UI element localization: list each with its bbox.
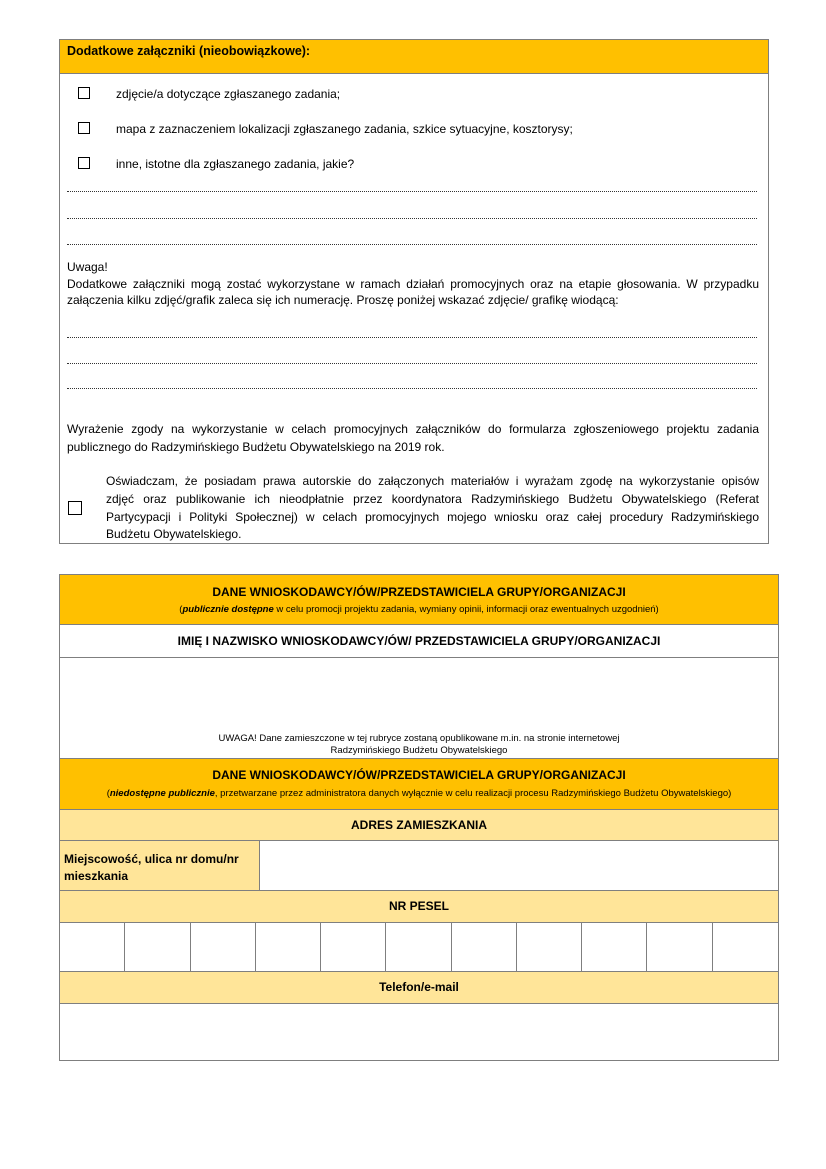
applicant-section [59,574,779,1061]
note-title: Uwaga! [67,260,108,274]
fill-line[interactable] [67,362,757,364]
checkbox-other[interactable] [78,157,90,169]
name-header: IMIĘ I NAZWISKO WNIOSKODAWCY/ÓW/ PRZEDSTAWICIELA GRUPY/ORGANIZACJI [60,625,778,658]
fill-line[interactable] [67,387,757,389]
fill-line[interactable] [67,190,757,192]
option-map-label: mapa z zaznaczeniem lokalizacji zgłaszanego zadania, szkice sytuacyjne, kosztorysy; [116,122,573,136]
public-data-header [60,575,778,625]
statement-line: Oświadczam, że posiadam prawa autorskie do załączonych materiałów i wyrażam zgodę na wykorzystanie opisów [106,474,759,488]
option-other-label: inne, istotne dla zgłaszanego zadania, jakie? [116,157,355,171]
note-line: Dodatkowe załączniki mogą zostać wykorzystane w ramach działań promocyjnych oraz na etapie głosowania. W przypadku [67,277,759,291]
option-photos-label: zdjęcie/a dotyczące zgłaszanego zadania; [116,87,341,101]
private-data-title: DANE WNIOSKODAWCY/ÓW/PRZEDSTAWICIELA GRUPY/ORGANIZACJI [212,768,626,782]
statement-line: zdjęć oraz publikowanie ich nieodpłatnie przez koordynatora Radzymińskiego Budżetu Obywatelskiego (Referat [106,492,759,506]
pesel-digit-cell[interactable] [452,923,517,971]
checkbox-photos[interactable] [78,87,90,99]
consent-line: publicznego do Radzymińskiego Budżetu Obywatelskiego na 2019 rok. [67,440,445,454]
pesel-digit-cell[interactable] [191,923,256,971]
pesel-digit-cell[interactable] [386,923,451,971]
fill-line[interactable] [67,217,757,219]
contact-input[interactable] [60,1004,778,1060]
statement-line: Partycypacji i Polityki Społecznej) w celach promocyjnych mojego wniosku oraz całej procedury Radzymińskiego [106,510,759,524]
address-header: ADRES ZAMIESZKANIA [60,810,778,841]
pesel-digit-cell[interactable] [647,923,712,971]
private-data-subtitle: (niedostępne publicznie, przetwarzane przez administratora danych wyłącznie w celu realizacji procesu Radzymińskiego Budżetu Obywatelskiego) [106,788,732,799]
attachments-section [59,39,769,544]
pesel-digit-cell[interactable] [582,923,647,971]
public-data-title: DANE WNIOSKODAWCY/ÓW/PRZEDSTAWICIELA GRUPY/ORGANIZACJI [212,585,626,599]
pesel-digit-cell[interactable] [713,923,778,971]
private-data-header [60,759,778,810]
note-line: załączenia kilku zdjęć/grafik zaleca się ich numerację. Proszę poniżej wskazać zdjęcie/ grafikę wiodącą: [67,293,619,307]
pesel-digit-cell[interactable] [256,923,321,971]
pesel-header: NR PESEL [60,891,778,923]
fill-line[interactable] [67,243,757,245]
pesel-digit-cell[interactable] [125,923,190,971]
pesel-digit-cell[interactable] [60,923,125,971]
statement-line: Budżetu Obywatelskiego. [106,527,242,541]
pesel-digit-cell[interactable] [517,923,582,971]
name-field[interactable] [60,658,778,759]
publication-warning: UWAGA! Dane zamieszczone w tej rubryce zostaną opublikowane m.in. na stronie internetowej Radzymińskiego Budżetu Obywatelskiego [218,733,620,756]
checkbox-statement[interactable] [68,501,82,515]
pesel-row [60,923,778,972]
checkbox-map[interactable] [78,122,90,134]
address-label: Miejscowość, ulica nr domu/nr mieszkania [60,841,260,890]
address-row [60,841,778,891]
public-data-subtitle: (publicznie dostępne w celu promocji projektu zadania, wymiany opinii, informacji oraz ewentualnych uzgodnień) [179,604,659,615]
consent-line: Wyrażenie zgody na wykorzystanie w celach promocyjnych załączników do formularza zgłoszeniowego projektu zadania [67,422,759,436]
fill-line[interactable] [67,336,757,338]
address-input[interactable] [260,841,778,890]
contact-header: Telefon/e-mail [60,972,778,1004]
attachments-header: Dodatkowe załączniki (nieobowiązkowe): [60,40,768,74]
pesel-digit-cell[interactable] [321,923,386,971]
